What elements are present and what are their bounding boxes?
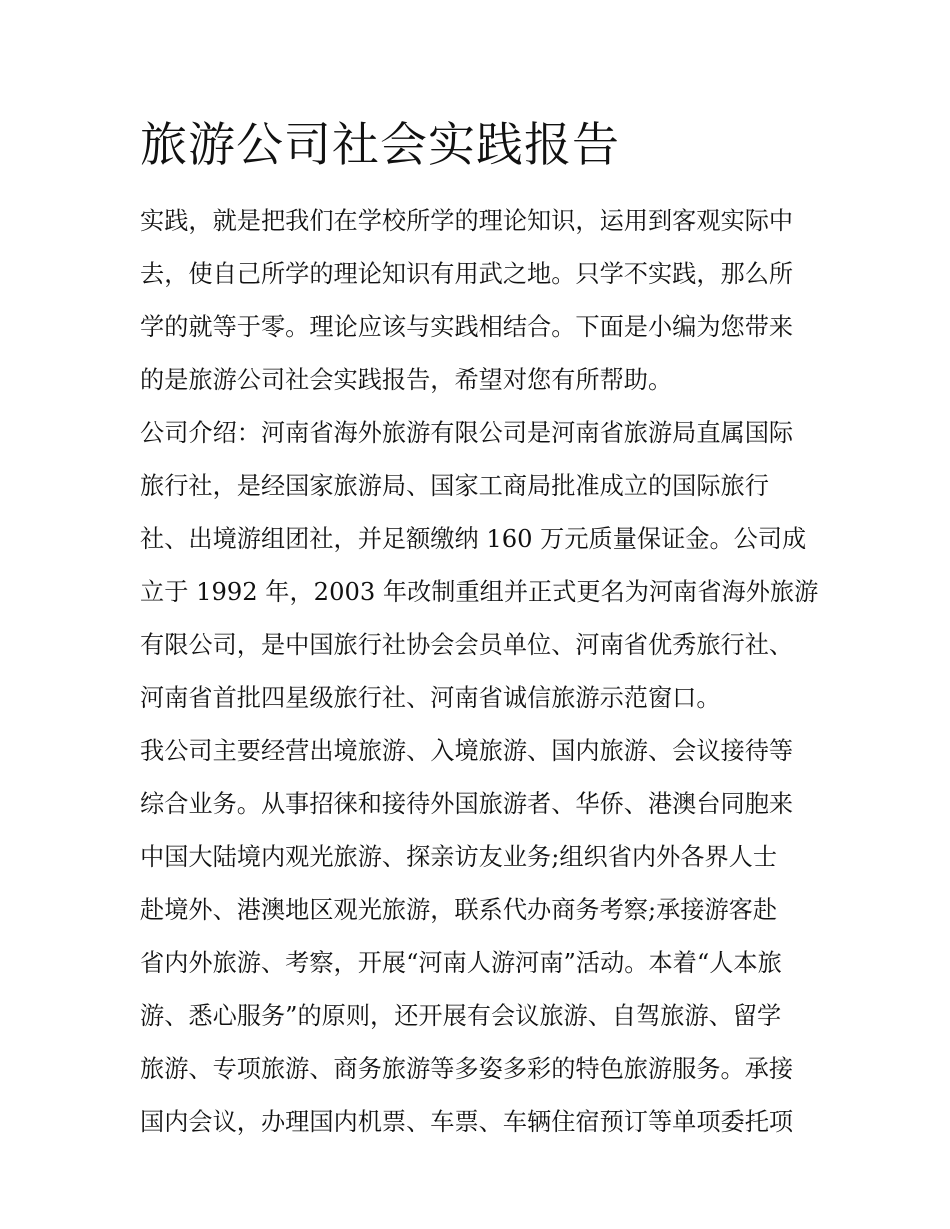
text-line: 省内外旅游、考察，开展“河南人游河南”活动。本着“人本旅 xyxy=(140,949,782,977)
text-line: 综合业务。从事招徕和接待外国旅游者、华侨、港澳台同胞来 xyxy=(140,790,794,818)
text-line: 的是旅游公司社会实践报告，希望对您有所帮助。 xyxy=(140,366,673,394)
text-line: 社、出境游组团社，并足额缴纳 160 万元质量保证金。公司成 xyxy=(140,525,807,553)
text-line: 学的就等于零。理论应该与实践相结合。下面是小编为您带来 xyxy=(140,313,794,341)
text-line: 有限公司，是中国旅行社协会会员单位、河南省优秀旅行社、 xyxy=(140,631,794,659)
text-line: 旅游、专项旅游、商务旅游等多姿多彩的特色旅游服务。承接 xyxy=(140,1055,794,1083)
text-line: 中国大陆境内观光旅游、探亲访友业务;组织省内外各界人士 xyxy=(140,843,778,871)
text-line: 赴境外、港澳地区观光旅游，联系代办商务考察;承接游客赴 xyxy=(140,896,778,924)
document-title: 旅游公司社会实践报告 xyxy=(140,118,620,173)
text-line: 我公司主要经营出境旅游、入境旅游、国内旅游、会议接待等 xyxy=(140,737,794,765)
text-line: 实践，就是把我们在学校所学的理论知识，运用到客观实际中 xyxy=(140,207,794,235)
document-body xyxy=(140,195,830,1149)
text-line: 河南省首批四星级旅行社、河南省诚信旅游示范窗口。 xyxy=(140,684,721,712)
text-line: 旅行社，是经国家旅游局、国家工商局批准成立的国际旅行 xyxy=(140,472,769,500)
text-line: 去，使自己所学的理论知识有用武之地。只学不实践，那么所 xyxy=(140,260,794,288)
text-line: 游、悉心服务”的原则，还开展有会议旅游、自驾旅游、留学 xyxy=(140,1002,782,1030)
text-line: 公司介绍：河南省海外旅游有限公司是河南省旅游局直属国际 xyxy=(140,419,794,447)
text-line: 立于 1992 年，2003 年改制重组并正式更名为河南省海外旅游 xyxy=(140,578,819,606)
text-line: 国内会议，办理国内机票、车票、车辆住宿预订等单项委托项 xyxy=(140,1108,794,1136)
